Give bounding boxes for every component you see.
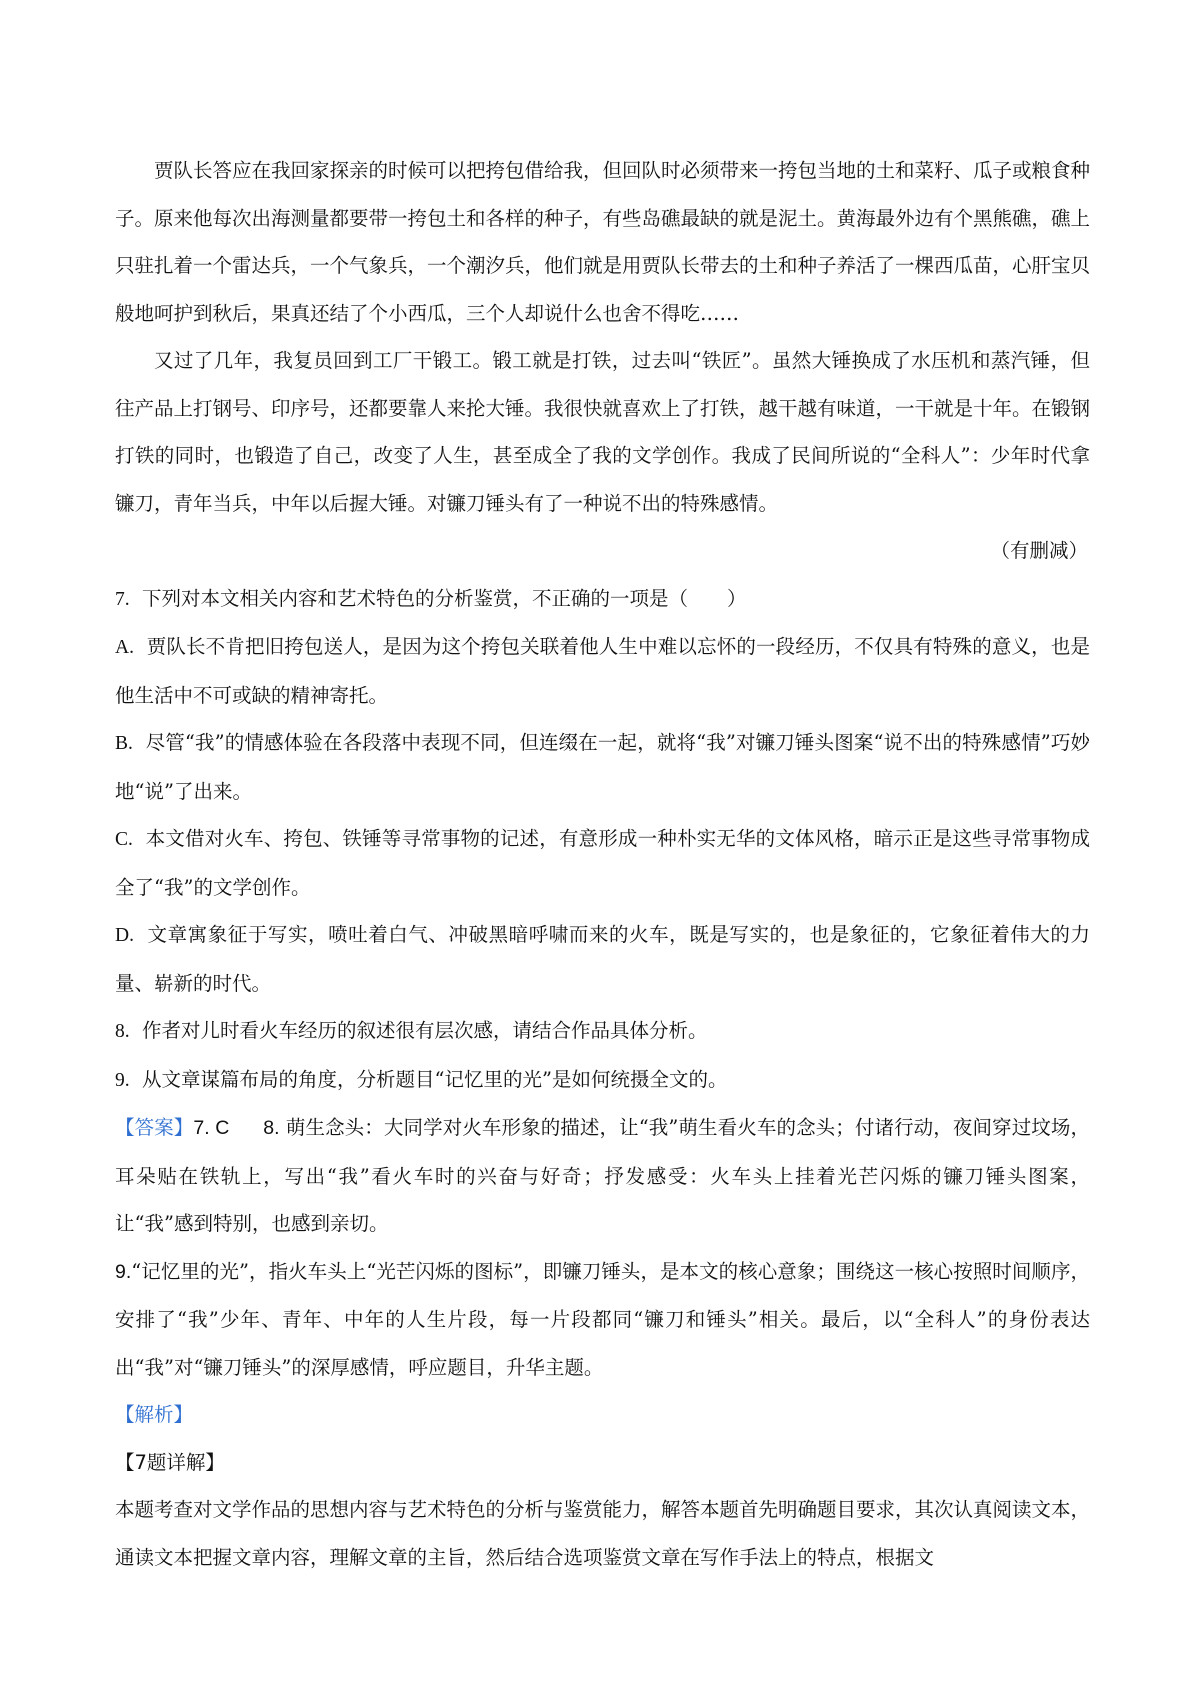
option-b [115,719,1090,815]
question-9 [115,1056,1090,1105]
passage-paragraph-1: 贾队长答应在我回家探亲的时候可以把挎包借给我，但回队时必须带来一挎包当地的土和菜籽、瓜子或粮食种子。原来他每次出海测量都要带一挎包土和各样的种子，有些岛礁最缺的就是泥土。黄海最外边有个黑熊礁，礁上只驻扎着一个雷达兵，一个气象兵，一个潮汐兵，他们就是用贾队长带去的土和种子养活了一棵西瓜苗，心肝宝贝般地呵护到秋后，果真还结了个小西瓜，三个人却说什么也舍不得吃…… [115,159,1091,325]
option-d [115,911,1090,1007]
option-a [115,623,1090,719]
answer-9-text: “记忆里的光”，指火车头上“光芒闪烁的图标”，即镰刀锤头，是本文的核心意象；围绕这一核心按照时间顺序，安排了“我”少年、青年、中年的人生片段，每一片段都同“镰刀和锤头”相关。最后，以“全科人”的身份表达出“我”对“镰刀锤头”的深厚感情，呼应题目，升华主题。 [115,1259,1090,1379]
question-8-number: 8. [115,1021,130,1042]
answer-8-number: 8. [263,1117,280,1139]
question-7 [115,575,1090,624]
question-7-stem: 下列对本文相关内容和艺术特色的分析鉴赏，不正确的一项是（ ） [142,586,747,610]
analysis-text: 本题考查对文学作品的思想内容与艺术特色的分析与鉴赏能力，解答本题首先明确题目要求，其次认真阅读文本，通读文本把握文章内容，理解文章的主旨，然后结合选项鉴赏文章在写作手法上的特点，根据文 [115,1498,1091,1569]
document-page [115,147,1090,1581]
answer-9-block [115,1248,1090,1392]
passage-paragraph-2: 又过了几年，我复员回到工厂干锻工。锻工就是打铁，过去叫“铁匠”。虽然大锤换成了水压机和蒸汽锤，但往产品上打钢号、印序号，还都要靠人来抡大锤。我很快就喜欢上了打铁，越干越有味道，一干就是十年。在锻钢打铁的同时，也锻造了自己，改变了人生，甚至成全了我的文学创作。我成了民间所说的“全科人”：少年时代拿镰刀，青年当兵，中年以后握大锤。对镰刀锤头有了一种说不出的特殊感情。 [115,349,1091,515]
answer-tag: 【答案】 [115,1116,194,1139]
option-a-text: 贾队长不肯把旧挎包送人，是因为这个挎包关联着他人生中难以忘怀的一段经历，不仅具有特殊的意义，也是他生活中不可或缺的精神寄托。 [115,635,1090,707]
option-d-text: 文章寓象征于写实，喷吐着白气、冲破黑暗呼啸而来的火车，既是写实的，也是象征的，它象征着伟大的力量、崭新的时代。 [115,923,1090,995]
option-c [115,815,1090,911]
analysis-tag-text: 【解析】 [115,1403,194,1426]
analysis-tag [115,1391,1090,1439]
question-7-number: 7. [115,588,130,610]
option-a-key: A. [115,637,134,658]
option-d-key: D. [115,925,134,946]
question-8-stem: 作者对儿时看火车经历的叙述很有层次感，请结合作品具体分析。 [142,1019,708,1042]
answer-8-text: 萌生念头：大同学对火车形象的描述，让“我”萌生看火车的念头；付诸行动，夜间穿过坟场，耳朵贴在铁轨上，写出“我”看火车时的兴奋与好奇；抒发感受：火车头上挂着光芒闪烁的镰刀锤头图案，让“我”感到特别，也感到亲切。 [115,1116,1090,1235]
answer-9-number: 9. [115,1260,132,1283]
option-b-key: B. [115,733,133,754]
abridged-note: （有删减） [990,539,1088,562]
answer-block [115,1104,1090,1248]
answer-7: 7. C [193,1117,230,1139]
option-c-text: 本文借对火车、挎包、铁锤等寻常事物的记述，有意形成一种朴实无华的文体风格，暗示正是这些寻常事物成全了“我”的文学创作。 [115,827,1090,899]
option-b-text: 尽管“我”的情感体验在各段落中表现不同，但连缀在一起，就将“我”对镰刀锤头图案“说不出的特殊感情”巧妙地“说”了出来。 [115,731,1090,803]
question-8 [115,1007,1090,1056]
question-9-number: 9. [115,1069,130,1091]
q7-detail-heading: 【7题详解】 [115,1450,225,1474]
option-c-key: C. [115,829,133,850]
question-9-stem: 从文章谋篇布局的角度，分析题目“记忆里的光”是如何统摄全文的。 [142,1067,728,1091]
